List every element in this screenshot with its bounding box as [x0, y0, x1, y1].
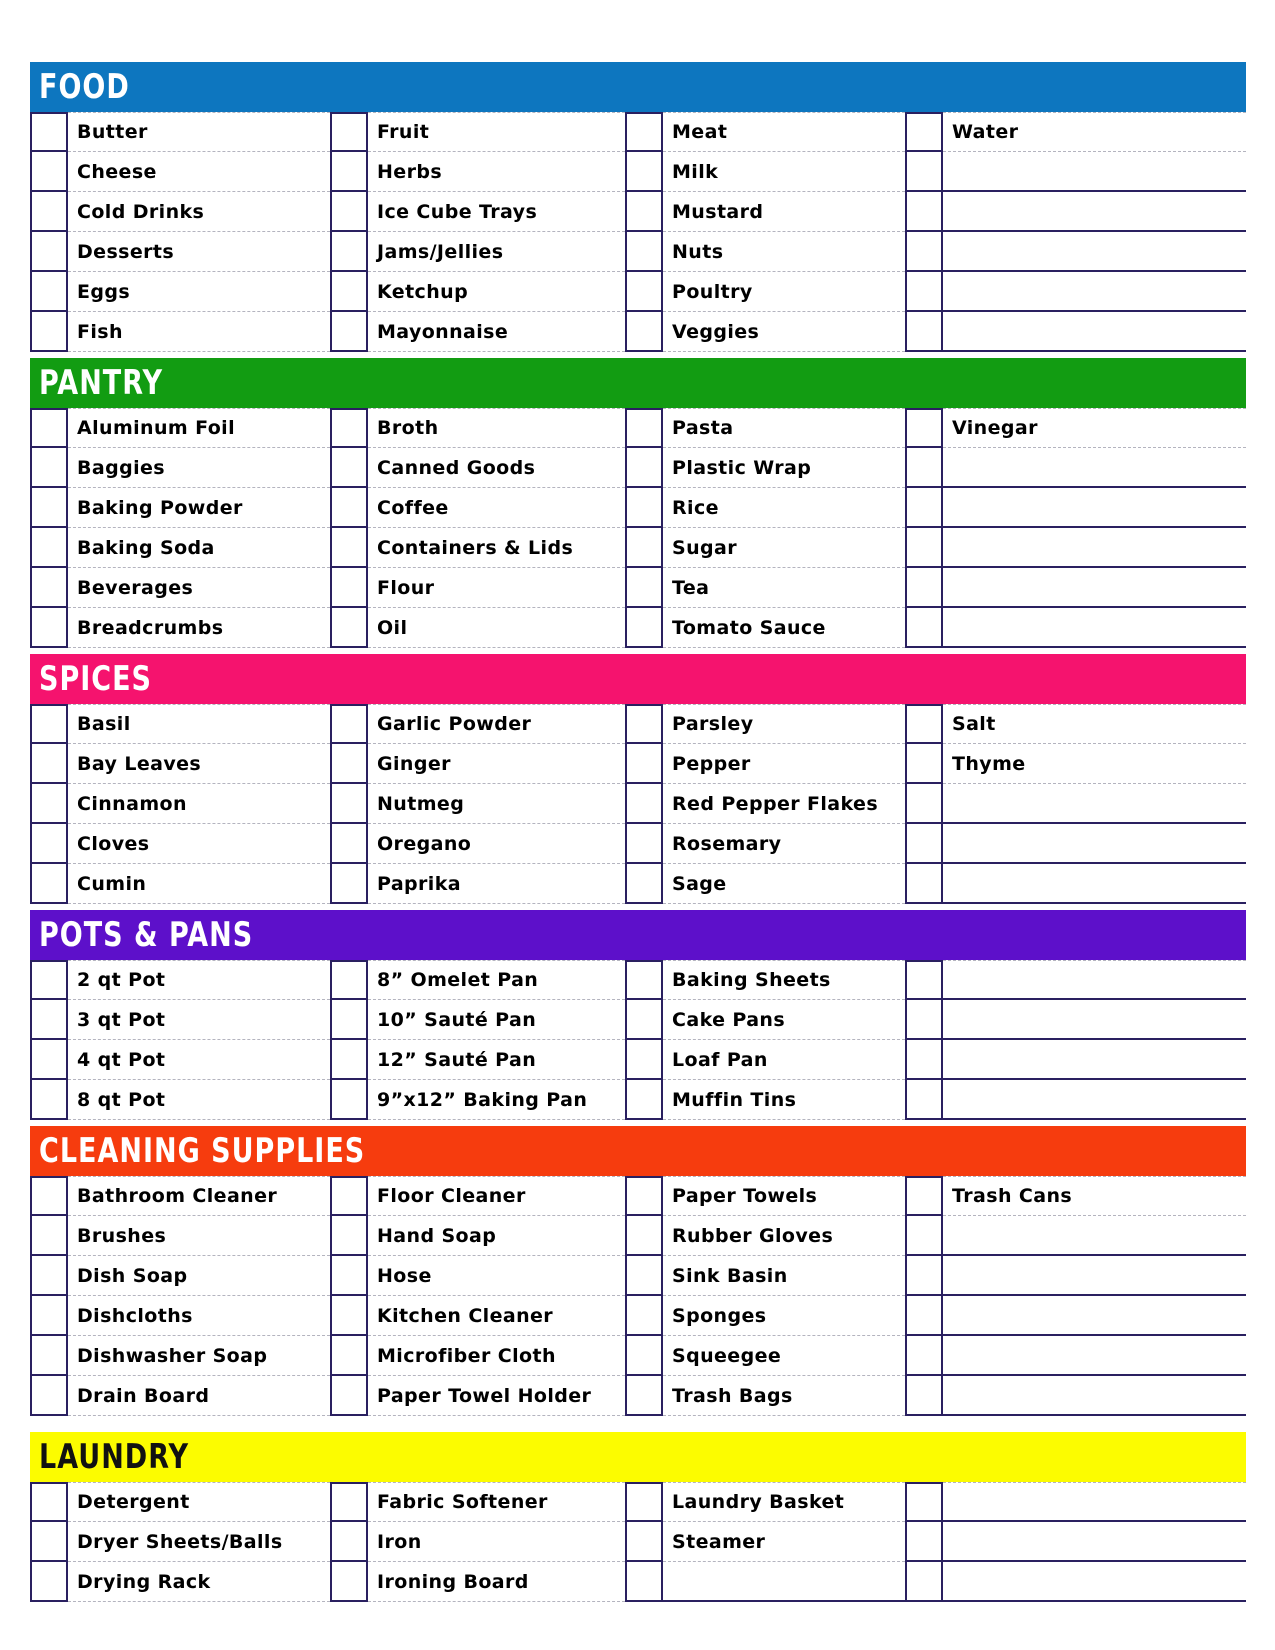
blank-write-in-line — [943, 1080, 1246, 1120]
item-checkbox[interactable] — [30, 488, 68, 528]
item-checkbox[interactable] — [625, 1040, 663, 1080]
item-label: 2 qt Pot — [68, 960, 330, 1000]
item-checkbox[interactable] — [625, 1376, 663, 1416]
item-checkbox[interactable] — [625, 488, 663, 528]
item-checkbox[interactable] — [625, 864, 663, 904]
item-checkbox[interactable] — [330, 232, 368, 272]
section-rows — [30, 408, 1246, 648]
item-checkbox[interactable] — [30, 1216, 68, 1256]
item-checkbox[interactable] — [330, 1522, 368, 1562]
section-rows — [30, 960, 1246, 1120]
item-label: Coffee — [368, 488, 625, 528]
item-checkbox[interactable] — [905, 312, 943, 352]
item-checkbox[interactable] — [625, 1562, 663, 1602]
item-label: Fish — [68, 312, 330, 352]
item-checkbox[interactable] — [330, 112, 368, 152]
item-checkbox[interactable] — [625, 1256, 663, 1296]
item-label: Bay Leaves — [68, 744, 330, 784]
item-checkbox[interactable] — [30, 568, 68, 608]
item-label: Dishwasher Soap — [68, 1336, 330, 1376]
item-label: Aluminum Foil — [68, 408, 330, 448]
item-label: Mustard — [663, 192, 905, 232]
blank-write-in-line — [943, 1000, 1246, 1040]
section-title: POTS & PANS — [39, 915, 254, 955]
item-label: Eggs — [68, 272, 330, 312]
item-label: 4 qt Pot — [68, 1040, 330, 1080]
item-label: Kitchen Cleaner — [368, 1296, 625, 1336]
item-checkbox[interactable] — [30, 784, 68, 824]
item-checkbox[interactable] — [330, 704, 368, 744]
item-label: Baking Soda — [68, 528, 330, 568]
item-checkbox[interactable] — [30, 448, 68, 488]
item-checkbox[interactable] — [625, 568, 663, 608]
blank-write-in-line — [943, 784, 1246, 824]
item-checkbox[interactable] — [625, 1296, 663, 1336]
section-header-pantry — [30, 358, 1246, 408]
item-checkbox[interactable] — [330, 448, 368, 488]
item-checkbox[interactable] — [625, 1216, 663, 1256]
item-label: Cold Drinks — [68, 192, 330, 232]
item-checkbox[interactable] — [625, 112, 663, 152]
item-checkbox[interactable] — [30, 864, 68, 904]
item-checkbox[interactable] — [625, 1482, 663, 1522]
item-label: Cheese — [68, 152, 330, 192]
item-label: Paper Towels — [663, 1176, 905, 1216]
item-checkbox[interactable] — [330, 1376, 368, 1416]
item-checkbox[interactable] — [905, 1296, 943, 1336]
item-checkbox[interactable] — [905, 1336, 943, 1376]
item-checkbox[interactable] — [330, 408, 368, 448]
section-header-food — [30, 62, 1246, 112]
item-label: Cake Pans — [663, 1000, 905, 1040]
item-label: Iron — [368, 1522, 625, 1562]
item-label: Parsley — [663, 704, 905, 744]
item-checkbox[interactable] — [330, 152, 368, 192]
item-checkbox[interactable] — [30, 1000, 68, 1040]
item-label: Cumin — [68, 864, 330, 904]
item-checkbox[interactable] — [30, 1482, 68, 1522]
item-label: Dishcloths — [68, 1296, 330, 1336]
section-rows — [30, 1482, 1246, 1602]
item-label: Laundry Basket — [663, 1482, 905, 1522]
item-checkbox[interactable] — [905, 1376, 943, 1416]
item-label: Meat — [663, 112, 905, 152]
blank-write-in-line — [943, 1562, 1246, 1602]
item-checkbox[interactable] — [905, 192, 943, 232]
item-label: 9”x12” Baking Pan — [368, 1080, 625, 1120]
item-label: Basil — [68, 704, 330, 744]
item-checkbox[interactable] — [30, 152, 68, 192]
item-checkbox[interactable] — [330, 960, 368, 1000]
item-checkbox[interactable] — [905, 1256, 943, 1296]
item-checkbox[interactable] — [330, 784, 368, 824]
section-header-pots-and-pans — [30, 910, 1246, 960]
item-checkbox[interactable] — [330, 1336, 368, 1376]
item-label: Steamer — [663, 1522, 905, 1562]
item-label: Vinegar — [943, 408, 1246, 448]
item-checkbox[interactable] — [625, 448, 663, 488]
item-label: Ice Cube Trays — [368, 192, 625, 232]
item-checkbox[interactable] — [625, 192, 663, 232]
item-checkbox[interactable] — [625, 1000, 663, 1040]
blank-write-in-line — [943, 1256, 1246, 1296]
item-checkbox[interactable] — [30, 192, 68, 232]
item-checkbox[interactable] — [30, 528, 68, 568]
item-checkbox[interactable] — [625, 528, 663, 568]
section-header-spices — [30, 654, 1246, 704]
section-title: CLEANING SUPPLIES — [39, 1131, 366, 1171]
blank-write-in-line — [943, 608, 1246, 648]
section-rows — [30, 112, 1246, 352]
item-checkbox[interactable] — [330, 864, 368, 904]
item-label: Paper Towel Holder — [368, 1376, 625, 1416]
blank-write-in-line — [943, 232, 1246, 272]
item-label: Fruit — [368, 112, 625, 152]
item-checkbox[interactable] — [330, 1040, 368, 1080]
blank-write-in-line — [943, 192, 1246, 232]
item-checkbox[interactable] — [905, 1216, 943, 1256]
item-label: Thyme — [943, 744, 1246, 784]
item-label: Containers & Lids — [368, 528, 625, 568]
item-checkbox[interactable] — [330, 272, 368, 312]
item-checkbox[interactable] — [625, 152, 663, 192]
item-label: Detergent — [68, 1482, 330, 1522]
item-label: Breadcrumbs — [68, 608, 330, 648]
item-checkbox[interactable] — [905, 112, 943, 152]
item-checkbox[interactable] — [30, 408, 68, 448]
section-header-laundry — [30, 1432, 1246, 1482]
item-checkbox[interactable] — [905, 232, 943, 272]
item-label: Rice — [663, 488, 905, 528]
item-checkbox[interactable] — [30, 272, 68, 312]
blank-write-in-line — [943, 1040, 1246, 1080]
blank-write-in-line — [943, 448, 1246, 488]
item-checkbox[interactable] — [625, 1176, 663, 1216]
item-checkbox[interactable] — [330, 528, 368, 568]
item-label: Hand Soap — [368, 1216, 625, 1256]
section-rows — [30, 1176, 1246, 1416]
item-checkbox[interactable] — [30, 1562, 68, 1602]
item-checkbox[interactable] — [905, 568, 943, 608]
item-label: Rubber Gloves — [663, 1216, 905, 1256]
item-label: Pepper — [663, 744, 905, 784]
item-label: Sink Basin — [663, 1256, 905, 1296]
item-label: Tea — [663, 568, 905, 608]
item-checkbox[interactable] — [30, 112, 68, 152]
item-label: Trash Cans — [943, 1176, 1246, 1216]
item-label: Microfiber Cloth — [368, 1336, 625, 1376]
item-label: Garlic Powder — [368, 704, 625, 744]
item-label: Brushes — [68, 1216, 330, 1256]
item-checkbox[interactable] — [30, 824, 68, 864]
blank-write-in-line — [943, 272, 1246, 312]
section-header-cleaning-supplies — [30, 1126, 1246, 1176]
item-checkbox[interactable] — [30, 960, 68, 1000]
blank-write-in-line — [943, 1296, 1246, 1336]
item-checkbox[interactable] — [905, 488, 943, 528]
item-checkbox[interactable] — [625, 312, 663, 352]
item-checkbox[interactable] — [905, 784, 943, 824]
item-label: Red Pepper Flakes — [663, 784, 905, 824]
section-title: SPICES — [39, 659, 152, 699]
item-label: Bathroom Cleaner — [68, 1176, 330, 1216]
blank-write-in-line — [943, 488, 1246, 528]
item-checkbox[interactable] — [905, 1080, 943, 1120]
item-checkbox[interactable] — [905, 1176, 943, 1216]
item-checkbox[interactable] — [30, 1256, 68, 1296]
item-checkbox[interactable] — [625, 1522, 663, 1562]
blank-write-in-line — [943, 1482, 1246, 1522]
item-label: Fabric Softener — [368, 1482, 625, 1522]
item-label: Rosemary — [663, 824, 905, 864]
item-checkbox[interactable] — [30, 744, 68, 784]
blank-write-in-line — [943, 312, 1246, 352]
item-checkbox[interactable] — [30, 1336, 68, 1376]
section-rows — [30, 704, 1246, 904]
item-label: Jams/Jellies — [368, 232, 625, 272]
blank-write-in-line — [943, 1336, 1246, 1376]
item-label: 12” Sauté Pan — [368, 1040, 625, 1080]
item-checkbox[interactable] — [30, 1376, 68, 1416]
item-checkbox[interactable] — [905, 1040, 943, 1080]
blank-write-in-line — [943, 1376, 1246, 1416]
item-checkbox[interactable] — [625, 608, 663, 648]
item-checkbox[interactable] — [625, 824, 663, 864]
item-checkbox[interactable] — [30, 1296, 68, 1336]
item-checkbox[interactable] — [330, 192, 368, 232]
item-checkbox[interactable] — [905, 1000, 943, 1040]
item-label: Oil — [368, 608, 625, 648]
item-checkbox[interactable] — [905, 1482, 943, 1522]
item-label: Floor Cleaner — [368, 1176, 625, 1216]
item-label: Cloves — [68, 824, 330, 864]
item-checkbox[interactable] — [330, 1000, 368, 1040]
item-checkbox[interactable] — [330, 744, 368, 784]
item-label: Desserts — [68, 232, 330, 272]
blank-write-in-line — [943, 152, 1246, 192]
item-label: Plastic Wrap — [663, 448, 905, 488]
item-label: 10” Sauté Pan — [368, 1000, 625, 1040]
item-checkbox[interactable] — [625, 272, 663, 312]
item-label: Sponges — [663, 1296, 905, 1336]
item-label: Ginger — [368, 744, 625, 784]
item-checkbox[interactable] — [905, 152, 943, 192]
item-label: Pasta — [663, 408, 905, 448]
item-label: Veggies — [663, 312, 905, 352]
item-label: Baggies — [68, 448, 330, 488]
blank-write-in-line — [943, 1522, 1246, 1562]
item-checkbox[interactable] — [330, 1296, 368, 1336]
item-label: Oregano — [368, 824, 625, 864]
item-checkbox[interactable] — [905, 1562, 943, 1602]
item-label: Water — [943, 112, 1246, 152]
item-checkbox[interactable] — [330, 824, 368, 864]
item-checkbox[interactable] — [330, 608, 368, 648]
item-checkbox[interactable] — [30, 1522, 68, 1562]
section-pots-and-pans — [30, 910, 1246, 1120]
item-checkbox[interactable] — [905, 528, 943, 568]
item-label: Sugar — [663, 528, 905, 568]
item-checkbox[interactable] — [625, 1336, 663, 1376]
item-label: 3 qt Pot — [68, 1000, 330, 1040]
item-checkbox[interactable] — [330, 1562, 368, 1602]
blank-write-in-line — [943, 528, 1246, 568]
item-checkbox[interactable] — [905, 1522, 943, 1562]
item-checkbox[interactable] — [905, 408, 943, 448]
item-checkbox[interactable] — [330, 568, 368, 608]
item-label: Mayonnaise — [368, 312, 625, 352]
item-label: Sage — [663, 864, 905, 904]
item-label: Poultry — [663, 272, 905, 312]
item-label: Trash Bags — [663, 1376, 905, 1416]
item-checkbox[interactable] — [330, 1482, 368, 1522]
item-label: Milk — [663, 152, 905, 192]
blank-write-in-line — [943, 864, 1246, 904]
item-checkbox[interactable] — [30, 312, 68, 352]
item-label: Butter — [68, 112, 330, 152]
item-label: Baking Sheets — [663, 960, 905, 1000]
item-checkbox[interactable] — [905, 272, 943, 312]
section-laundry — [30, 1432, 1246, 1602]
item-label: Dish Soap — [68, 1256, 330, 1296]
item-label: Herbs — [368, 152, 625, 192]
item-checkbox[interactable] — [330, 1216, 368, 1256]
item-checkbox[interactable] — [905, 608, 943, 648]
item-label: 8” Omelet Pan — [368, 960, 625, 1000]
item-checkbox[interactable] — [905, 960, 943, 1000]
item-label: Drain Board — [68, 1376, 330, 1416]
blank-write-in-line — [943, 960, 1246, 1000]
item-label: Nuts — [663, 232, 905, 272]
item-checkbox[interactable] — [625, 784, 663, 824]
blank-write-in-line — [663, 1562, 905, 1602]
item-checkbox[interactable] — [30, 608, 68, 648]
item-checkbox[interactable] — [330, 1256, 368, 1296]
item-checkbox[interactable] — [330, 1080, 368, 1120]
item-checkbox[interactable] — [625, 1080, 663, 1120]
item-checkbox[interactable] — [905, 448, 943, 488]
item-label: Nutmeg — [368, 784, 625, 824]
section-title: PANTRY — [39, 363, 164, 403]
item-label: Hose — [368, 1256, 625, 1296]
item-checkbox[interactable] — [625, 232, 663, 272]
item-label: 8 qt Pot — [68, 1080, 330, 1120]
section-food — [30, 62, 1246, 352]
item-label: Flour — [368, 568, 625, 608]
section-spices — [30, 654, 1246, 904]
blank-write-in-line — [943, 568, 1246, 608]
item-label: Ironing Board — [368, 1562, 625, 1602]
item-label: Squeegee — [663, 1336, 905, 1376]
section-title: FOOD — [39, 67, 130, 107]
item-checkbox[interactable] — [905, 864, 943, 904]
item-label: Baking Powder — [68, 488, 330, 528]
item-checkbox[interactable] — [330, 488, 368, 528]
item-checkbox[interactable] — [905, 704, 943, 744]
item-label: Dryer Sheets/Balls — [68, 1522, 330, 1562]
item-label: Muffin Tins — [663, 1080, 905, 1120]
item-checkbox[interactable] — [625, 960, 663, 1000]
item-checkbox[interactable] — [30, 232, 68, 272]
item-checkbox[interactable] — [330, 1176, 368, 1216]
item-checkbox[interactable] — [625, 744, 663, 784]
item-checkbox[interactable] — [30, 1040, 68, 1080]
item-label: Drying Rack — [68, 1562, 330, 1602]
item-checkbox[interactable] — [330, 312, 368, 352]
section-title: LAUNDRY — [39, 1437, 190, 1477]
item-label: Paprika — [368, 864, 625, 904]
item-label: Salt — [943, 704, 1246, 744]
item-label: Tomato Sauce — [663, 608, 905, 648]
item-label: Beverages — [68, 568, 330, 608]
blank-write-in-line — [943, 1216, 1246, 1256]
item-checkbox[interactable] — [30, 704, 68, 744]
item-label: Canned Goods — [368, 448, 625, 488]
item-label: Broth — [368, 408, 625, 448]
item-checkbox[interactable] — [30, 1176, 68, 1216]
blank-write-in-line — [943, 824, 1246, 864]
sections-container — [30, 62, 1246, 1602]
item-checkbox[interactable] — [905, 744, 943, 784]
item-checkbox[interactable] — [625, 704, 663, 744]
item-checkbox[interactable] — [905, 824, 943, 864]
item-checkbox[interactable] — [30, 1080, 68, 1120]
item-label: Ketchup — [368, 272, 625, 312]
item-label: Cinnamon — [68, 784, 330, 824]
section-pantry — [30, 358, 1246, 648]
item-label: Loaf Pan — [663, 1040, 905, 1080]
item-checkbox[interactable] — [625, 408, 663, 448]
section-cleaning-supplies — [30, 1126, 1246, 1416]
